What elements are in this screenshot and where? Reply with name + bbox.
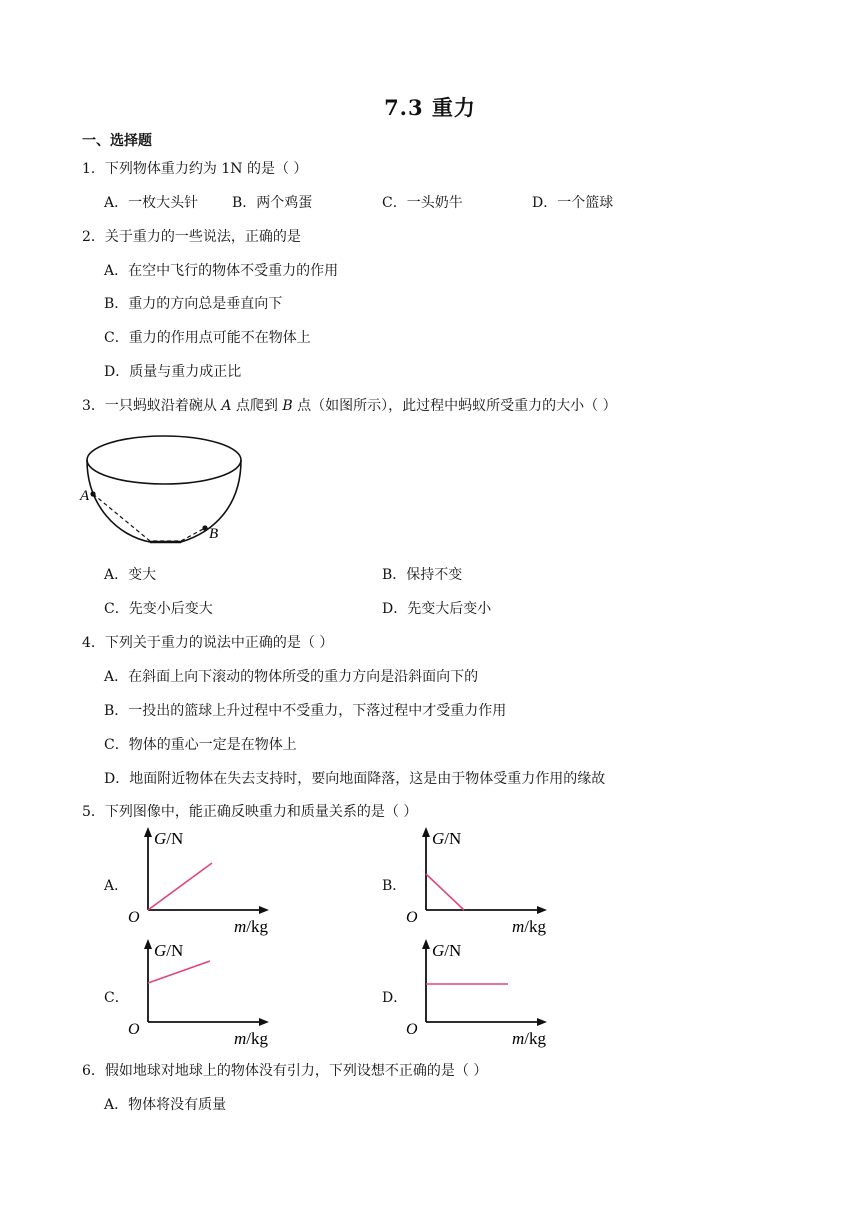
q1-option-b[interactable]: B．两个鸡蛋 [232, 195, 313, 211]
graph-b [402, 824, 562, 940]
point-a-label: A [80, 488, 90, 504]
q1-option-d[interactable]: D．一个篮球 [532, 195, 614, 211]
point-b-label: B [209, 526, 219, 542]
q1-option-c[interactable]: C．一头奶牛 [382, 195, 463, 211]
q3-option-c[interactable]: C．先变小后变大 [104, 601, 213, 617]
y-arrow-icon [144, 939, 152, 949]
origin-label: O [406, 909, 418, 926]
graph-d [402, 936, 562, 1052]
bowl-rim [87, 436, 241, 484]
q5-option-c[interactable]: C． [104, 990, 129, 1006]
q3-point-a-label: A [221, 398, 232, 414]
point-a-dot [90, 491, 95, 496]
question-4-stem: 4．下列关于重力的说法中正确的是（ ） [82, 635, 334, 651]
q4-option-d[interactable]: D．地面附近物体在失去支持时，要向地面降落，这是由于物体受重力作用的缘故 [104, 771, 606, 787]
q3-stem-part: 点（如图所示），此过程中蚂蚁所受重力的大小（ ） [292, 398, 617, 414]
x-axis-label: m/kg [512, 1029, 547, 1048]
ant-path-dashed [93, 494, 205, 541]
q2-option-a[interactable]: A．在空中飞行的物体不受重力的作用 [104, 263, 339, 279]
q3-option-b[interactable]: B．保持不变 [382, 567, 463, 583]
q2-option-b[interactable]: B．重力的方向总是垂直向下 [104, 296, 283, 312]
origin-label: O [128, 1021, 140, 1038]
x-arrow-icon [259, 1018, 269, 1026]
q5-option-b[interactable]: B． [382, 878, 407, 894]
q3-option-d[interactable]: D．先变大后变小 [382, 601, 492, 617]
point-b-dot [202, 525, 207, 530]
question-1-stem: 1．下列物体重力约为 1N 的是（ ） [82, 161, 308, 177]
q2-option-d[interactable]: D．质量与重力成正比 [104, 364, 242, 380]
q3-stem-part: 3．一只蚂蚁沿着碗从 [82, 398, 222, 414]
x-arrow-icon [259, 906, 269, 914]
q4-option-b[interactable]: B．一投出的篮球上升过程中不受重力，下落过程中才受重力作用 [104, 703, 507, 719]
y-arrow-icon [422, 939, 430, 949]
x-axis-label: m/kg [512, 917, 547, 936]
origin-label: O [128, 909, 140, 926]
x-axis-label: m/kg [234, 1029, 269, 1048]
q5-option-a[interactable]: A． [104, 878, 129, 894]
graph-line [148, 961, 210, 983]
q3-stem-part: 点爬到 [231, 398, 283, 414]
q4-option-a[interactable]: A．在斜面上向下滚动的物体所受的重力方向是沿斜面向下的 [104, 669, 479, 685]
q3-option-a[interactable]: A．变大 [104, 567, 157, 583]
section-heading: 一、选择题 [82, 133, 152, 149]
bowl-figure [78, 428, 248, 548]
q3-point-b-label: B [282, 398, 293, 414]
x-axis-label: m/kg [234, 917, 269, 936]
graph-a [124, 824, 284, 940]
graph-c [124, 936, 284, 1052]
q5-option-d[interactable]: D． [382, 990, 408, 1006]
y-axis-label: G/N [432, 941, 462, 960]
x-arrow-icon [537, 906, 547, 914]
q6-option-a[interactable]: A．物体将没有质量 [104, 1097, 227, 1113]
x-arrow-icon [537, 1018, 547, 1026]
question-2-stem: 2．关于重力的一些说法，正确的是 [82, 229, 301, 245]
origin-label: O [406, 1021, 418, 1038]
y-axis-label: G/N [432, 829, 462, 848]
question-5-stem: 5．下列图像中，能正确反映重力和质量关系的是（ ） [82, 804, 418, 820]
y-arrow-icon [144, 827, 152, 837]
q1-option-a[interactable]: A．一枚大头针 [104, 195, 199, 211]
y-axis-label: G/N [154, 941, 184, 960]
q4-option-c[interactable]: C．物体的重心一定是在物体上 [104, 737, 297, 753]
y-axis-label: G/N [154, 829, 184, 848]
graph-line [426, 874, 464, 910]
page-title: 7.3 重力 [384, 95, 476, 120]
question-3-stem [82, 395, 617, 415]
y-arrow-icon [422, 827, 430, 837]
graph-line [148, 863, 212, 910]
q2-option-c[interactable]: C．重力的作用点可能不在物体上 [104, 330, 311, 346]
question-6-stem: 6．假如地球对地球上的物体没有引力，下列设想不正确的是（ ） [82, 1063, 488, 1079]
